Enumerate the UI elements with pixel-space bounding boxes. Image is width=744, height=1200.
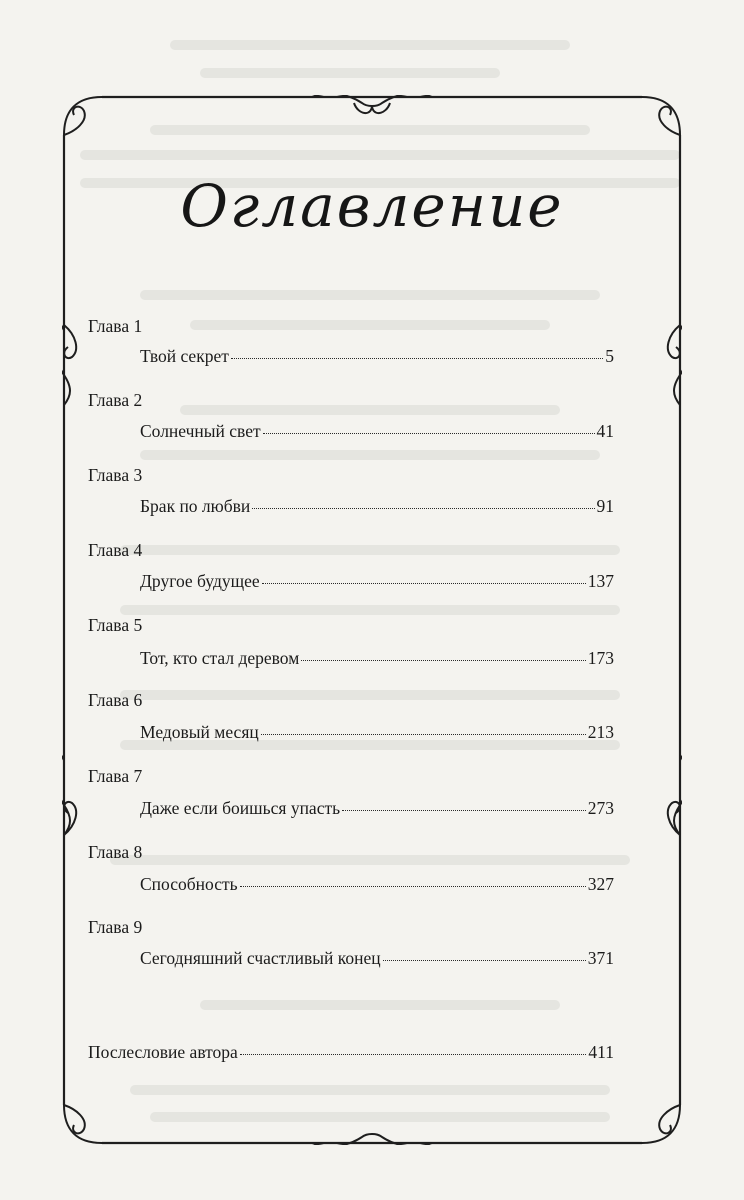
toc-entry-page: 411: [588, 1042, 614, 1062]
toc-entry-title: Твой секрет: [140, 346, 229, 366]
chapter-label: Глава 2: [88, 390, 143, 410]
toc-entry-page: 273: [587, 798, 614, 818]
toc-entry-title: Брак по любви: [140, 496, 251, 516]
toc-entry: [140, 496, 614, 517]
toc-entry-title: Сегодняшний счастливый конец: [140, 948, 381, 968]
chapter-label: Глава 7: [88, 766, 143, 786]
dot-leader: [342, 810, 586, 811]
frame-border-icon: [62, 95, 682, 1145]
dot-leader: [252, 508, 594, 509]
chapter-label: Глава 3: [88, 465, 143, 485]
toc-entry: [140, 421, 614, 442]
dot-leader: [240, 1054, 587, 1055]
toc-entry-title: Послесловие автора: [88, 1042, 238, 1062]
dot-leader: [301, 660, 585, 661]
dot-leader: [240, 886, 586, 887]
toc-entry-page: 41: [596, 421, 614, 441]
dot-leader: [263, 433, 595, 434]
toc-entry-page: 5: [605, 346, 614, 366]
toc-entry-title: Даже если боишься упасть: [140, 798, 341, 818]
chapter-label: Глава 8: [88, 842, 143, 862]
ornamental-frame: [62, 95, 682, 1145]
toc-entry: [140, 948, 614, 969]
chapter-label: Глава 1: [88, 316, 143, 336]
toc-entry-title: Медовый месяц: [140, 722, 259, 742]
dot-leader: [231, 358, 603, 359]
toc-entry-page: 137: [587, 571, 614, 591]
dot-leader: [262, 583, 586, 584]
toc-entry: [140, 722, 614, 743]
toc-entry: [140, 798, 614, 819]
toc-entry-afterword: [88, 1042, 614, 1063]
toc-entry-title: Другое будущее: [140, 571, 260, 591]
toc-entry-title: Тот, кто стал деревом: [140, 648, 300, 668]
chapter-label: Глава 6: [88, 690, 143, 710]
toc-entry: [140, 874, 614, 895]
toc-entry: [140, 648, 614, 669]
toc-entry-page: 213: [587, 722, 614, 742]
toc-entry: [140, 571, 614, 592]
toc-entry-page: 327: [587, 874, 614, 894]
chapter-label: Глава 9: [88, 917, 143, 937]
toc-entry-page: 173: [587, 648, 614, 668]
toc-entry-title: Способность: [140, 874, 238, 894]
chapter-label: Глава 4: [88, 540, 143, 560]
chapter-label: Глава 5: [88, 615, 143, 635]
toc-entry-title: Солнечный свет: [140, 421, 261, 441]
dot-leader: [383, 960, 586, 961]
toc-entry: [140, 346, 614, 367]
toc-entry-page: 91: [596, 496, 614, 516]
toc-entry-page: 371: [587, 948, 614, 968]
page-title: Оглавление: [180, 172, 564, 240]
dot-leader: [261, 734, 586, 735]
